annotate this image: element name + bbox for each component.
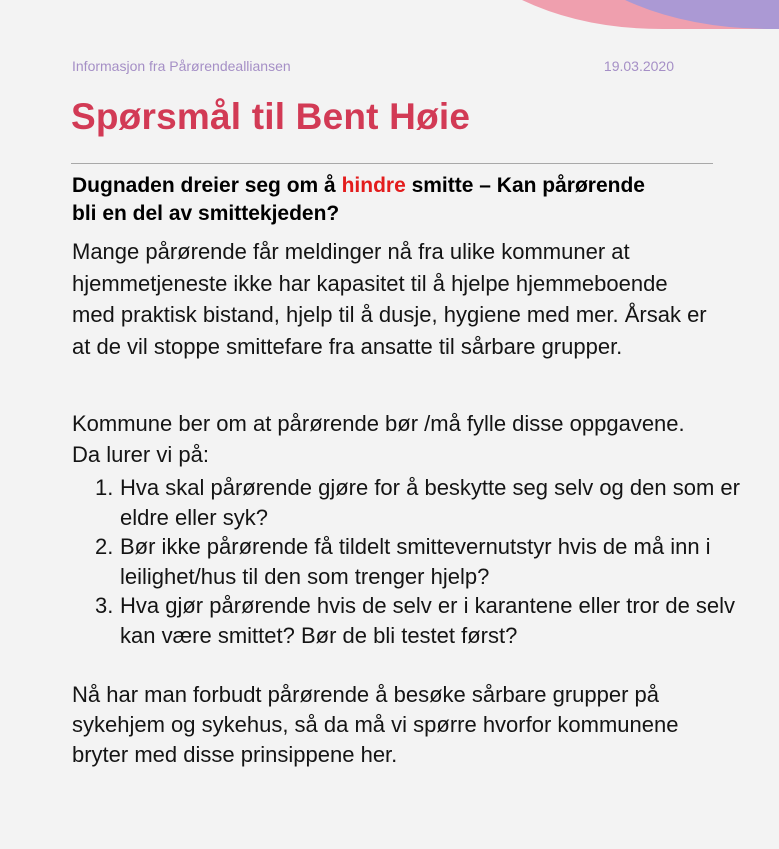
date-label: 19.03.2020 (603, 58, 674, 74)
paragraph-intro: Mange pårørende får meldinger nå fra ulike kommuner at hjemmetjeneste ikke har kapasitet til å hjelpe hjemmeboende med praktisk bistand, hjelp til å dusje, hygiene med mer. Årsak er at de vil stoppe smittefare fra ansatte til sårbare grupper. (72, 239, 707, 360)
purple-arc-shape (625, 0, 779, 29)
question-text: Hva gjør pårørende hvis de selv er i karantene eller tror de selv kan være smittet? Bør de bli testet først? (120, 593, 736, 648)
question-number: 1. (95, 475, 114, 500)
question-item (95, 473, 770, 532)
subtitle-after: smitte – Kan pårørende bli en del av smittekjeden? (72, 174, 645, 225)
question-text: Bør ikke pårørende få tildelt smittevernutstyr hvis de må inn i leilighet/hus til den som trenger hjelp? (120, 534, 711, 589)
paragraph-conclusion: Nå har man forbudt pårørende å besøke sårbare grupper på sykehjem og sykehus, så da må vi spørre hvorfor kommunene bryter med disse prinsippene her. (72, 682, 679, 767)
subtitle-highlight: hindre (341, 174, 406, 197)
title-divider (71, 163, 713, 164)
question-text: Hva skal pårørende gjøre for å beskytte seg selv og den som er eldre eller syk? (120, 475, 740, 530)
question-item (95, 532, 770, 591)
document-header (72, 58, 674, 74)
pink-arc-shape (522, 0, 779, 29)
source-label: Informasjon fra Pårørendealliansen (72, 58, 291, 74)
paragraph-request: Kommune ber om at pårørende bør /må fylle disse oppgavene. Da lurer vi på: (72, 411, 685, 467)
question-list (72, 473, 770, 650)
subtitle-heading (72, 172, 672, 228)
page-title: Spørsmål til Bent Høie (71, 96, 471, 137)
question-number: 2. (95, 534, 114, 559)
decorative-arc-shapes (0, 0, 779, 60)
question-item (95, 591, 770, 650)
subtitle-before: Dugnaden dreier seg om å (72, 174, 342, 197)
question-number: 3. (95, 593, 114, 618)
